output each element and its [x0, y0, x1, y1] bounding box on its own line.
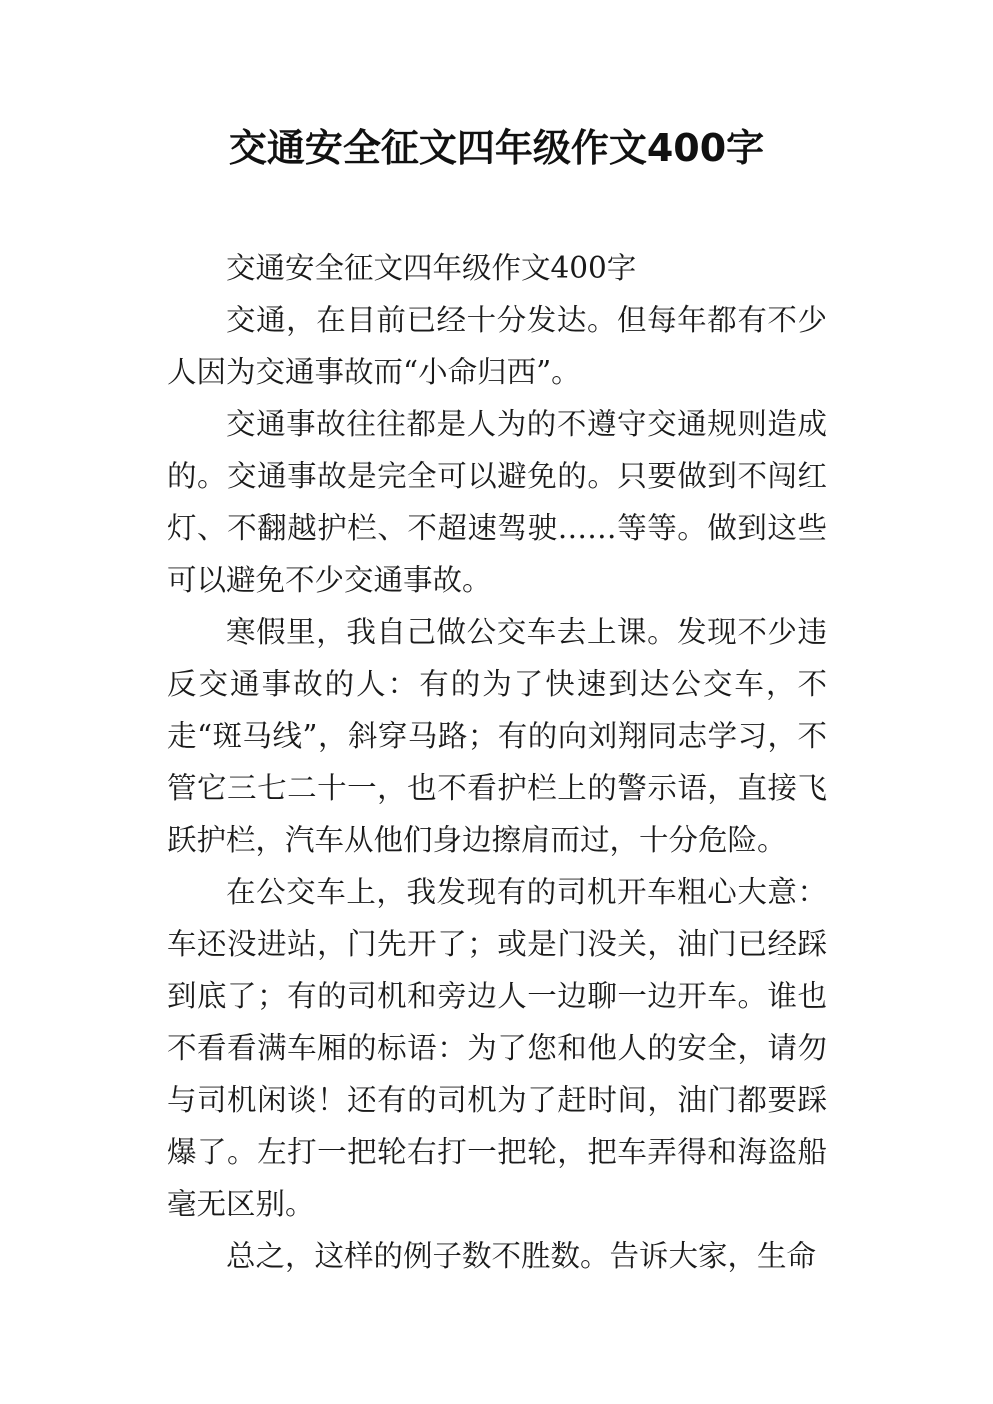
paragraph: 总之，这样的例子数不胜数。告诉大家，生命 [226, 1239, 817, 1273]
paragraph: 交通事故往往都是人为的不遵守交通规则造成的。交通事故是完全可以避免的。只要做到不闯红灯、不翻越护栏、不超速驾驶……等等。做到这些可以避免不少交通事故。 [167, 407, 827, 597]
paragraph-heading: 交通安全征文四年级作文400字 [226, 251, 637, 285]
paragraph: 寒假里，我自己做公交车去上课。发现不少违反交通事故的人：有的为了快速到达公交车，不走“斑马线”，斜穿马路；有的向刘翔同志学习，不管它三七二十一，也不看护栏上的警示语，直接飞跃护栏，汽车从他们身边擦肩而过，十分危险。 [167, 615, 827, 857]
paragraph: 在公交车上，我发现有的司机开车粗心大意：车还没进站，门先开了；或是门没关，油门已经踩到底了；有的司机和旁边人一边聊一边开车。谁也不看看满车厢的标语：为了您和他人的安全，请勿与司机闲谈！还有的司机为了赶时间，油门都要踩爆了。左打一把轮右打一把轮，把车弄得和海盗船毫无区别。 [167, 875, 827, 1221]
document-body [167, 242, 827, 1282]
document-title: 交通安全征文四年级作文400字 [228, 126, 765, 170]
paragraph: 交通，在目前已经十分发达。但每年都有不少人因为交通事故而“小命归西”。 [167, 303, 827, 389]
